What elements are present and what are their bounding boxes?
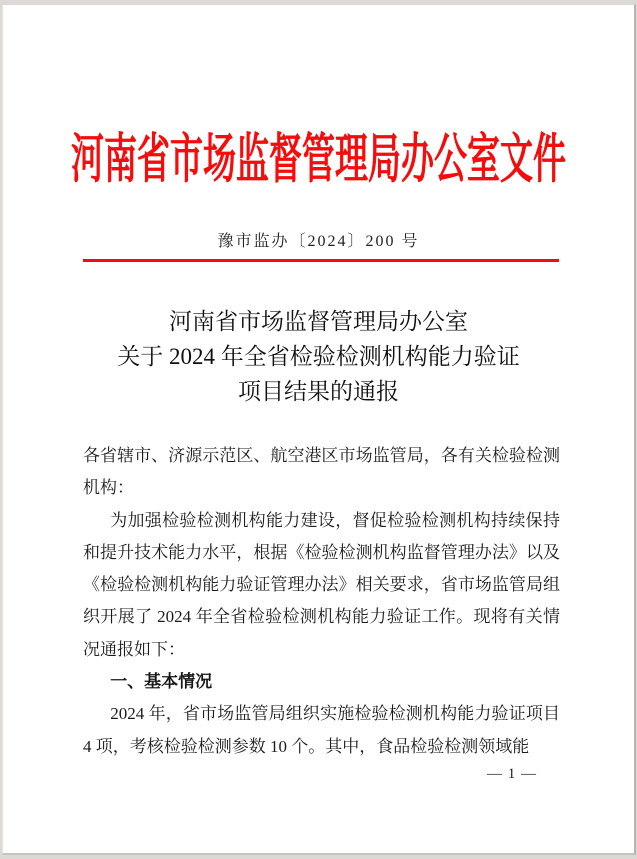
basic-situation-paragraph: 2024 年，省市场监管局组织实施检验检测机构能力验证项目 4 项，考核检验检测参数 10 个。其中，食品检验检测领域能 (83, 704, 560, 756)
page-number: — 1 — (487, 766, 537, 782)
document-title-line-3: 项目结果的通报 (238, 379, 399, 404)
document-page (2, 4, 636, 855)
red-separator-line (83, 259, 559, 262)
header-banner-text: 河南省市场监督管理局办公室文件 (71, 131, 566, 190)
document-title-line-1: 河南省市场监督管理局办公室 (169, 309, 468, 334)
document-title (3, 304, 634, 409)
document-header-banner (3, 131, 634, 190)
salutation-paragraph: 各省辖市、济源示范区、航空港区市场监管局，各有关检验检测机构： (83, 446, 560, 498)
document-number: 豫市监办〔2024〕200 号 (217, 233, 420, 250)
intro-paragraph: 为加强检验检测机构能力建设，督促检验检测机构持续保持和提升技术能力水平，根据《检验检测机构监督管理办法》以及《检验检测机构能力验证管理办法》相关要求，省市场监管局组织开展了 2024 年全省检验检测机构能力验证工作。现将有关情况通报如下： (83, 510, 560, 659)
document-body (83, 440, 560, 763)
section-1-heading: 一、基本情况 (110, 672, 213, 692)
document-title-line-2: 关于 2024 年全省检验检测机构能力验证 (117, 344, 520, 369)
